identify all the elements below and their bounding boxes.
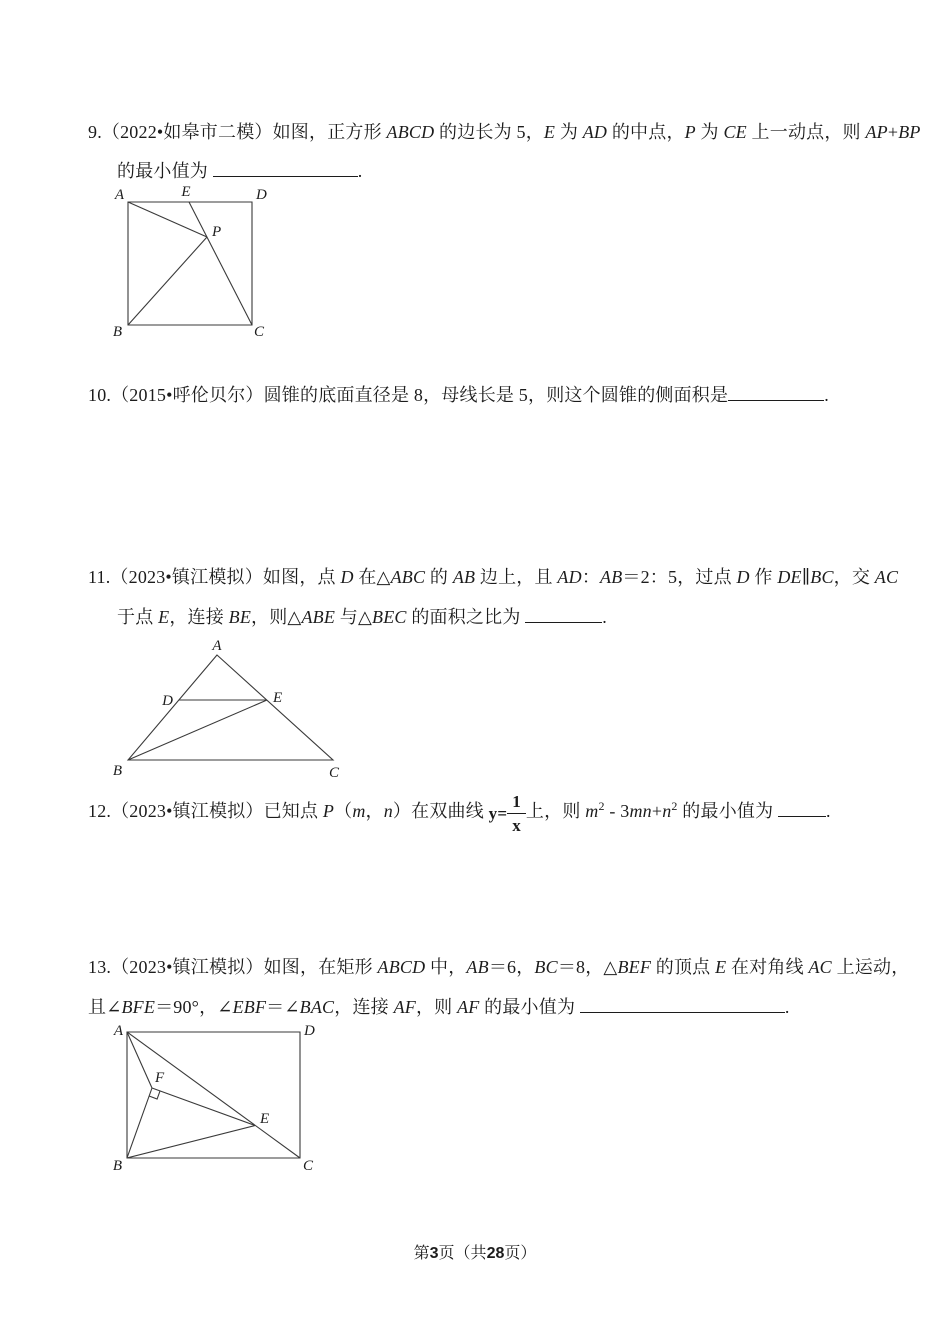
text-segment: AF bbox=[457, 997, 480, 1017]
answer-blank bbox=[213, 157, 358, 177]
text-segment: AD bbox=[582, 122, 608, 142]
segment-af bbox=[127, 1032, 152, 1088]
text-segment: 2 bbox=[671, 799, 678, 814]
text-segment: ＝2：5，过点 bbox=[622, 567, 737, 587]
text-segment: ，连接 bbox=[334, 997, 394, 1017]
text-segment: AB bbox=[600, 567, 623, 587]
text-segment: 作 bbox=[749, 567, 778, 587]
question-11-line-2 bbox=[117, 603, 607, 629]
text-segment: EBF bbox=[232, 997, 267, 1017]
question-12-line-1 bbox=[88, 792, 831, 834]
vertex-label-c: C bbox=[329, 765, 340, 781]
vertex-label-b: B bbox=[112, 1158, 122, 1174]
text-segment: D bbox=[340, 567, 354, 587]
triangle-abc bbox=[128, 655, 333, 760]
answer-blank bbox=[778, 797, 826, 817]
text-segment: 边上，且 bbox=[475, 567, 558, 587]
text-segment: ＝8，△ bbox=[557, 957, 618, 977]
text-segment: 为 bbox=[555, 122, 583, 142]
text-segment: 且∠ bbox=[88, 997, 122, 1017]
text-segment: 的 bbox=[425, 567, 453, 587]
text-segment: ＝∠ bbox=[266, 997, 300, 1017]
fraction-expression: y= $\frac{1}{x}$ bbox=[489, 792, 526, 834]
text-segment: 的边长为 5， bbox=[434, 122, 544, 142]
segment-be bbox=[127, 1126, 255, 1159]
answer-blank bbox=[525, 603, 602, 623]
text-segment: BEC bbox=[372, 607, 407, 627]
text-segment: . bbox=[826, 801, 831, 822]
square-abcd bbox=[128, 202, 252, 325]
text-segment: 9.（2022•如皋市二模）如图，正方形 bbox=[88, 122, 387, 142]
text-segment: 的最小值为 bbox=[677, 801, 779, 822]
text-segment: 的中点， bbox=[607, 122, 685, 142]
text-segment: P bbox=[684, 122, 696, 142]
figure-q9-square bbox=[100, 186, 270, 348]
text-segment: n bbox=[662, 801, 672, 822]
figure-q11-triangle bbox=[110, 638, 350, 788]
question-11-line-1 bbox=[88, 566, 898, 589]
point-label-d: D bbox=[162, 693, 173, 709]
text-segment: 13.（2023•镇江模拟）如图，在矩形 bbox=[88, 957, 378, 977]
text-segment: ＝6， bbox=[488, 957, 535, 977]
text-segment: ，交 bbox=[833, 567, 875, 587]
answer-blank bbox=[580, 993, 785, 1013]
text-segment: E bbox=[158, 607, 170, 627]
text-segment: ，则 bbox=[415, 997, 458, 1017]
text-segment: AD bbox=[557, 567, 582, 587]
diagonal-ac bbox=[127, 1032, 300, 1158]
text-segment: 上，则 bbox=[525, 801, 586, 822]
question-13-line-2 bbox=[88, 993, 790, 1019]
text-segment: ABE bbox=[301, 607, 336, 627]
text-segment: E bbox=[715, 957, 727, 977]
vertex-label-b: B bbox=[112, 763, 122, 779]
text-segment: BFE bbox=[121, 997, 156, 1017]
vertex-label-a: A bbox=[114, 187, 124, 203]
text-segment: 的面积之比为 bbox=[406, 607, 526, 627]
point-label-p: P bbox=[212, 224, 222, 240]
segment-bp bbox=[128, 237, 207, 325]
text-segment: 于点 bbox=[117, 607, 159, 627]
text-segment: P bbox=[322, 801, 335, 822]
text-segment: BC bbox=[810, 567, 834, 587]
text-segment: m bbox=[585, 801, 599, 822]
text-segment: 的最小值为 bbox=[479, 997, 580, 1017]
text-segment: 10.（2015•呼伦贝尔）圆锥的底面直径是 8，母线长是 5，则这个圆锥的侧面积是 bbox=[88, 385, 729, 405]
text-segment: 页（共 bbox=[438, 1245, 487, 1262]
text-segment: 为 bbox=[695, 122, 724, 142]
text-segment: 上运动， bbox=[831, 957, 910, 977]
text-segment: ，则△ bbox=[251, 607, 302, 627]
question-10-line-1 bbox=[88, 381, 829, 407]
answer-blank bbox=[728, 381, 824, 401]
text-segment: n bbox=[383, 801, 393, 822]
text-segment: 的顶点 bbox=[651, 957, 716, 977]
text-segment: BAC bbox=[299, 997, 335, 1017]
text-segment: 第 bbox=[413, 1245, 430, 1262]
vertex-label-b: B bbox=[112, 324, 122, 340]
text-segment: - 3 bbox=[604, 801, 630, 822]
text-segment: . bbox=[602, 607, 607, 627]
text-segment: BE bbox=[228, 607, 252, 627]
text-segment: 在△ bbox=[353, 567, 391, 587]
segment-ec bbox=[189, 202, 252, 325]
text-segment: + bbox=[651, 801, 663, 822]
point-label-e: E bbox=[260, 1111, 270, 1127]
point-label-f: F bbox=[155, 1070, 165, 1086]
text-segment: ABCD bbox=[377, 957, 426, 977]
text-segment: ）在双曲线 bbox=[392, 801, 489, 822]
vertex-label-d: D bbox=[256, 187, 267, 203]
text-segment: ＝90°，∠ bbox=[155, 997, 233, 1017]
text-segment: ： bbox=[581, 567, 601, 587]
text-segment: （ bbox=[334, 801, 353, 822]
question-13-line-1 bbox=[88, 956, 909, 979]
text-segment: 页） bbox=[504, 1245, 537, 1262]
vertex-label-e: E bbox=[181, 184, 191, 200]
text-segment: BEF bbox=[617, 957, 652, 977]
vertex-label-d: D bbox=[304, 1023, 315, 1039]
text-segment: mn bbox=[629, 801, 652, 822]
text-segment: . bbox=[824, 385, 829, 405]
text-segment: ，连接 bbox=[169, 607, 229, 627]
text-segment: AC bbox=[808, 957, 832, 977]
page-footer bbox=[0, 1240, 950, 1263]
text-segment: ∥ bbox=[801, 567, 811, 587]
text-segment: ABC bbox=[390, 567, 426, 587]
text-segment: BP bbox=[898, 122, 921, 142]
text-segment: D bbox=[736, 567, 750, 587]
question-9-line-1 bbox=[88, 121, 921, 144]
text-segment: AC bbox=[874, 567, 899, 587]
segment-fe bbox=[152, 1088, 255, 1126]
text-segment: AP bbox=[865, 122, 888, 142]
text-segment: BC bbox=[534, 957, 558, 977]
point-label-e: E bbox=[273, 690, 283, 706]
text-segment: . bbox=[357, 161, 363, 181]
vertex-label-c: C bbox=[303, 1158, 314, 1174]
text-segment: AB bbox=[466, 957, 489, 977]
text-segment: 的最小值为 bbox=[117, 161, 213, 181]
segment-fb bbox=[127, 1088, 152, 1158]
text-segment: + bbox=[887, 122, 899, 142]
text-segment: 上一动点，则 bbox=[746, 122, 866, 142]
text-segment: 与△ bbox=[335, 607, 373, 627]
text-segment: E bbox=[543, 122, 556, 142]
text-segment: AF bbox=[393, 997, 416, 1017]
text-segment: m bbox=[352, 801, 366, 822]
question-9-line-2 bbox=[117, 157, 362, 183]
segment-ap bbox=[128, 202, 207, 237]
text-segment: 在对角线 bbox=[726, 957, 809, 977]
text-segment: CE bbox=[723, 122, 747, 142]
vertex-label-a: A bbox=[113, 1023, 123, 1039]
figure-q13-rectangle bbox=[110, 1025, 325, 1177]
text-segment: ， bbox=[365, 801, 384, 822]
text-segment: DE bbox=[777, 567, 802, 587]
text-segment: AB bbox=[452, 567, 476, 587]
text-segment: ABCD bbox=[386, 122, 435, 142]
text-segment: 2 bbox=[598, 799, 605, 814]
text-segment: 28 bbox=[486, 1245, 505, 1262]
vertex-label-a: A bbox=[212, 638, 222, 654]
segment-be bbox=[128, 700, 267, 760]
text-segment: 中， bbox=[425, 957, 467, 977]
text-segment: 3 bbox=[429, 1245, 439, 1262]
text-segment: . bbox=[784, 997, 790, 1017]
vertex-label-c: C bbox=[254, 324, 265, 340]
text-segment: 11.（2023•镇江模拟）如图，点 bbox=[88, 567, 341, 587]
text-segment: 12.（2023•镇江模拟）已知点 bbox=[88, 801, 323, 822]
